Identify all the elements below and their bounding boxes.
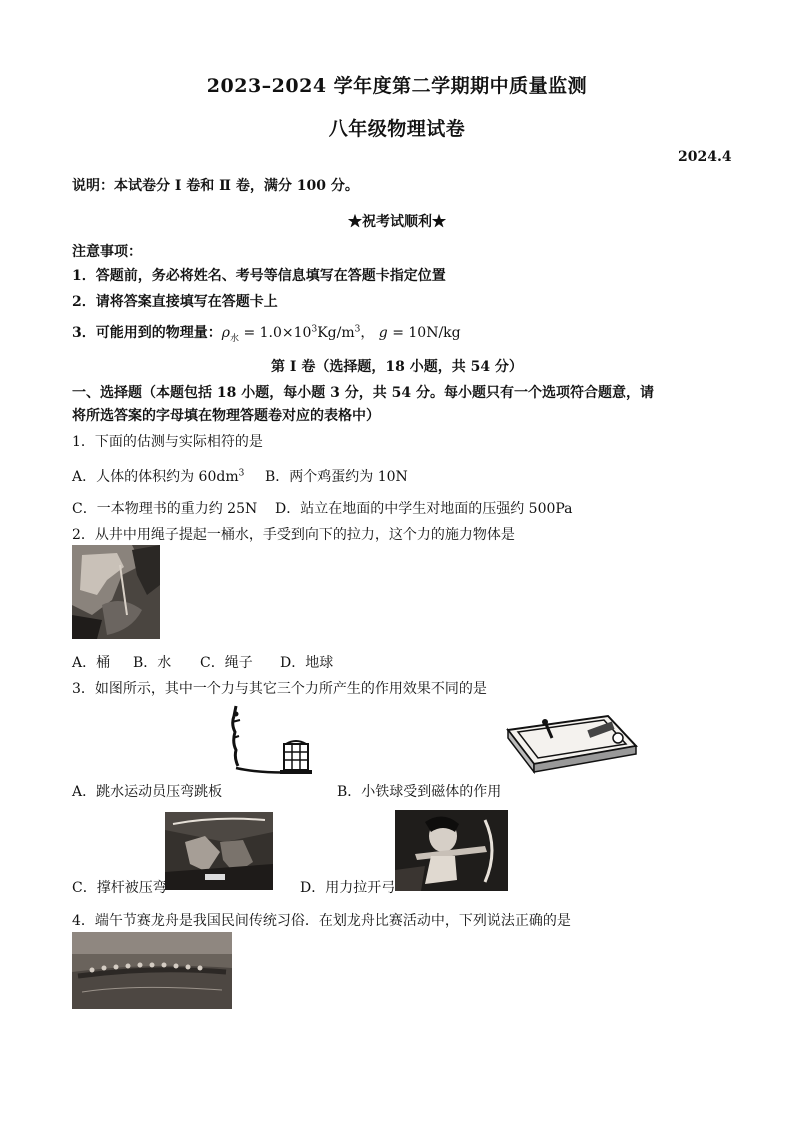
exam-subtitle: 八年级物理试卷 (328, 118, 466, 140)
exam-title: 2023–2024 学年度第二学期期中质量监测 (206, 75, 588, 97)
rho-value: = 1.0×10 (239, 325, 312, 341)
notice-item-3-label: 3．可能用到的物理量： (72, 325, 222, 341)
q3-option-c: C．撑杆被压弯 (72, 880, 167, 896)
section1-instruction-line2: 将所选答案的字母填在物理答题卷对应的表格中） (72, 408, 380, 424)
rho-unit-exponent: 3 (354, 324, 361, 335)
rho-subscript: 水 (229, 333, 239, 344)
q3-stem: 3．如图所示，其中一个力与其它三个力所产生的作用效果不同的是 (72, 681, 487, 697)
q1-option-b: B．两个鸡蛋约为 10N (265, 469, 408, 485)
notice-item-3 (72, 322, 461, 342)
q1-option-a-exponent: 3 (238, 468, 245, 479)
exam-date: 2024.4 (678, 149, 732, 165)
q1-option-a (72, 466, 244, 486)
q2-option-d: D．地球 (280, 655, 334, 671)
notice-item-1: 1．答题前，务必将姓名、考号等信息填写在答题卡指定位置 (72, 268, 446, 284)
q2-stem: 2．从井中用绳子提起一桶水，手受到向下的拉力，这个力的施力物体是 (72, 527, 515, 543)
rho-symbol: ρ (221, 325, 230, 341)
dragon-boat-photo (72, 932, 232, 1009)
archery-photo (395, 810, 508, 891)
q2-option-c: C．绳子 (200, 655, 253, 671)
q1-option-d: D．站立在地面的中学生对地面的压强约 500Pa (275, 501, 573, 517)
rho-unit: Kg/m (317, 325, 355, 341)
item3-separator: ， (360, 325, 375, 341)
section1-heading: 第 Ⅰ 卷（选择题，18 小题，共 54 分） (271, 359, 523, 375)
g-symbol: g (378, 325, 388, 341)
q2-option-a: A．桶 (72, 655, 111, 671)
wish-line: ★祝考试顺利★ (348, 214, 446, 230)
magnet-ball-illustration (500, 708, 640, 774)
notice-item-2: 2．请将答案直接填写在答题卡上 (72, 294, 278, 310)
q3-option-a: A．跳水运动员压弯跳板 (72, 784, 223, 800)
well-bucket-photo (72, 545, 160, 639)
q3-option-b: B．小铁球受到磁体的作用 (337, 784, 502, 800)
diving-board-illustration (222, 702, 314, 780)
g-value: = 10N/kg (387, 325, 461, 341)
exam-note: 说明：本试卷分 Ⅰ 卷和 Ⅱ 卷，满分 100 分。 (72, 178, 359, 194)
q1-option-c: C．一本物理书的重力约 25N (72, 501, 258, 517)
q2-option-b: B．水 (133, 655, 172, 671)
section1-instruction-line1: 一、选择题（本题包括 18 小题，每小题 3 分，共 54 分。每小题只有一个选项符合题意，请 (72, 385, 654, 401)
rho-exponent: 3 (311, 324, 318, 335)
q1-option-a-text: A．人体的体积约为 60dm (72, 469, 239, 485)
q1-stem: 1．下面的估测与实际相符的是 (72, 434, 263, 450)
notices-heading: 注意事项： (72, 244, 142, 260)
q3-option-d: D．用力拉开弓 (300, 880, 396, 896)
q4-stem: 4．端午节赛龙舟是我国民间传统习俗．在划龙舟比赛活动中，下列说法正确的是 (72, 913, 571, 929)
pole-vault-photo (165, 812, 273, 890)
